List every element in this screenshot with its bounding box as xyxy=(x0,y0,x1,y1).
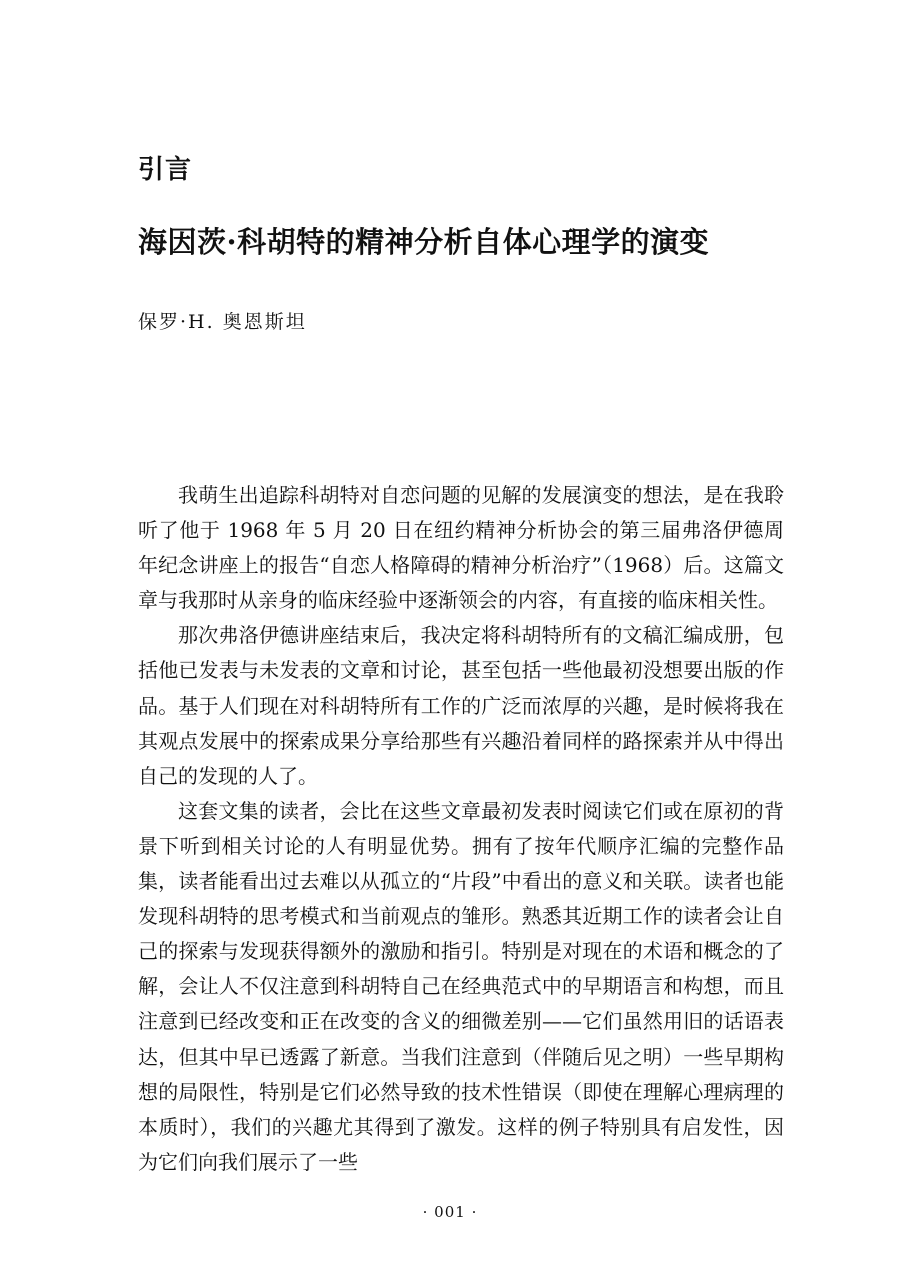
paragraph: 我萌生出追踪科胡特对自恋问题的见解的发展演变的想法，是在我聆听了他于 1968 年 5 月 20 日在纽约精神分析协会的第三届弗洛伊德周年纪念讲座上的报告“自恋人格障碍的精神分析治疗”（1968）后。这篇文章与我那时从亲身的临床经验中逐渐领会的内容，有直接的临床相关性。 xyxy=(138,483,784,613)
section-label: 引言 xyxy=(138,155,193,185)
chapter-title: 海因茨·科胡特的精神分析自体心理学的演变 xyxy=(138,225,710,259)
page-number: · 001 · xyxy=(422,1203,478,1221)
paragraph: 这套文集的读者，会比在这些文章最初发表时阅读它们或在原初的背景下听到相关讨论的人有明显优势。拥有了按年代顺序汇编的完整作品集，读者能看出过去难以从孤立的“片段”中看出的意义和关联。读者也能发现科胡特的思考模式和当前观点的雏形。熟悉其近期工作的读者会让自己的探索与发现获得额外的激励和指引。特别是对现在的术语和概念的了解，会让人不仅注意到科胡特自己在经典范式中的早期语言和构想，而且注意到已经改变和正在改变的含义的细微差别——它们虽然用旧的话语表达，但其中早已透露了新意。当我们注意到（伴随后见之明）一些早期构想的局限性，特别是它们必然导致的技术性错误（即使在理解心理病理的本质时），我们的兴趣尤其得到了激发。这样的例子特别具有启发性，因为它们向我们展示了一些 xyxy=(138,798,784,1174)
body-text xyxy=(138,478,784,1180)
author-name: 保罗·H. 奥恩斯坦 xyxy=(138,311,307,333)
paragraph: 那次弗洛伊德讲座结束后，我决定将科胡特所有的文稿汇编成册，包括他已发表与未发表的文章和讨论，甚至包括一些他最初没想要出版的作品。基于人们现在对科胡特所有工作的广泛而浓厚的兴趣，是时候将我在其观点发展中的探索成果分享给那些有兴趣沿着同样的路探索并从中得出自己的发现的人了。 xyxy=(138,623,784,788)
